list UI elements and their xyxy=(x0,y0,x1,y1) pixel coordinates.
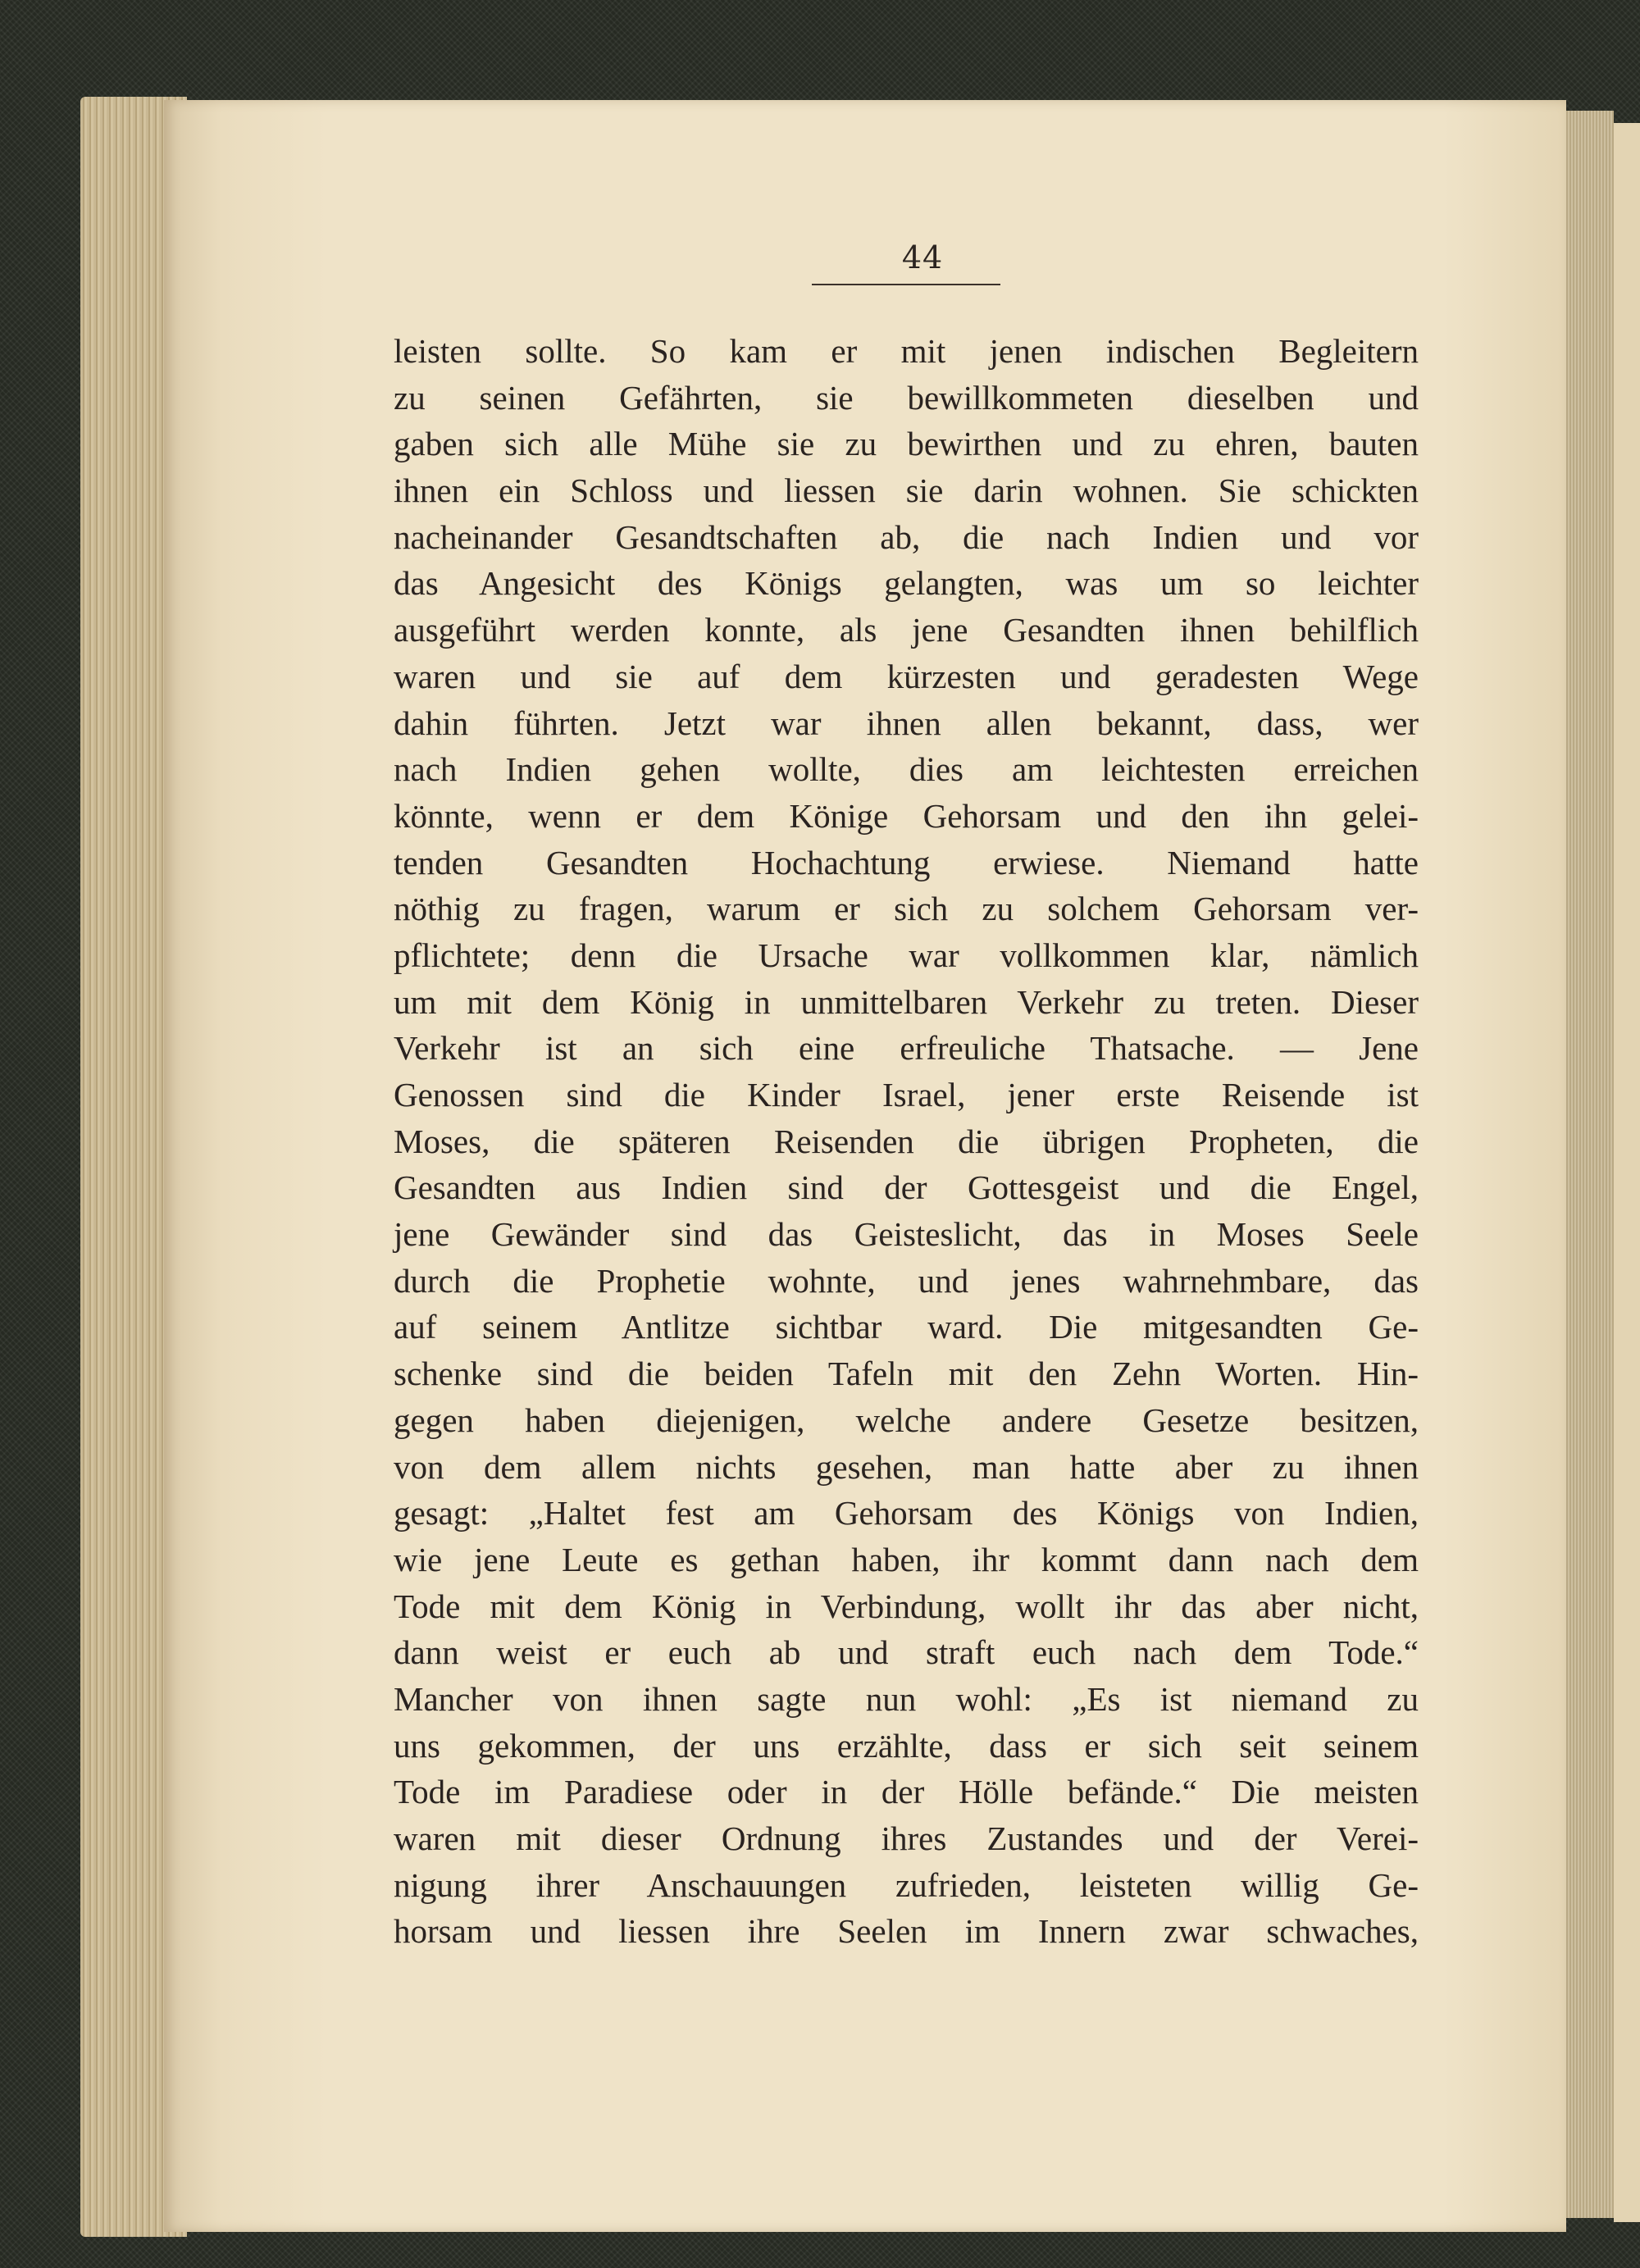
text-line: Moses, die späteren Reisenden die übrigen Propheten, die xyxy=(394,1122,1419,1160)
text-line: pflichtete; denn die Ursache war vollkommen klar, nämlich xyxy=(394,936,1419,974)
text-line: von dem allem nichts gesehen, man hatte aber zu ihnen xyxy=(394,1447,1419,1486)
text-line: dann weist er euch ab und straft euch nach dem Tode.“ xyxy=(394,1633,1419,1672)
text-line: gaben sich alle Mühe sie zu bewirthen und zu ehren, bauten xyxy=(394,425,1419,463)
text-line: leisten sollte. So kam er mit jenen indischen Begleitern xyxy=(394,332,1419,370)
body-text xyxy=(394,328,1419,1955)
text-line: nigung ihrer Anschauungen zufrieden, leisteten willig Ge- xyxy=(394,1865,1419,1904)
text-line: uns gekommen, der uns erzählte, dass er sich seit seinem xyxy=(394,1726,1419,1765)
text-line: um mit dem König in unmittelbaren Verkehr zu treten. Dieser xyxy=(394,982,1419,1021)
text-line: ausgeführt werden konnte, als jene Gesandten ihnen behilflich xyxy=(394,611,1419,649)
text-line: gegen haben diejenigen, welche andere Gesetze besitzen, xyxy=(394,1400,1419,1439)
text-line: auf seinem Antlitze sichtbar ward. Die mitgesandten Ge- xyxy=(394,1308,1419,1346)
text-line: durch die Prophetie wohnte, und jenes wahrnehmbare, das xyxy=(394,1261,1419,1300)
text-line: wie jene Leute es gethan haben, ihr kommt dann nach dem xyxy=(394,1540,1419,1578)
text-line: schenke sind die beiden Tafeln mit den Zehn Worten. Hin- xyxy=(394,1355,1419,1393)
text-line: Mancher von ihnen sagte nun wohl: „Es ist niemand zu xyxy=(394,1679,1419,1718)
text-line: Gesandten aus Indien sind der Gottesgeist und die Engel, xyxy=(394,1168,1419,1207)
text-line: nöthig zu fragen, warum er sich zu solchem Gehorsam ver- xyxy=(394,890,1419,928)
text-line: zu seinen Gefährten, sie bewillkommeten dieselben und xyxy=(394,378,1419,417)
text-line: ihnen ein Schloss und liessen sie darin wohnen. Sie schickten xyxy=(394,471,1419,510)
text-line: das Angesicht des Königs gelangten, was um so leichter xyxy=(394,564,1419,603)
text-line: jene Gewänder sind das Geisteslicht, das in Moses Seele xyxy=(394,1215,1419,1254)
text-line: nach Indien gehen wollte, dies am leichtesten erreichen xyxy=(394,750,1419,789)
text-line: nacheinander Gesandtschaften ab, die nach Indien und vor xyxy=(394,517,1419,556)
page-number: 44 xyxy=(901,239,944,276)
text-line: Verkehr ist an sich eine erfreuliche Thatsache. — Jene xyxy=(394,1029,1419,1068)
text-line: waren und sie auf dem kürzesten und geradesten Wege xyxy=(394,657,1419,695)
text-line: waren mit dieser Ordnung ihres Zustandes und der Verei- xyxy=(394,1819,1419,1857)
page-stack-right xyxy=(1565,111,1614,2218)
text-line: Genossen sind die Kinder Israel, jener erste Reisende ist xyxy=(394,1076,1419,1114)
text-line: horsam und liessen ihre Seelen im Innern zwar schwaches, xyxy=(394,1912,1419,1951)
facing-page-edge xyxy=(1614,123,1640,2222)
text-line: gesagt: „Haltet fest am Gehorsam des Königs von Indien, xyxy=(394,1494,1419,1532)
text-line: tenden Gesandten Hochachtung erwiese. Niemand hatte xyxy=(394,843,1419,881)
header-rule xyxy=(812,284,1000,285)
text-line: Tode im Paradiese oder in der Hölle befände.“ Die meisten xyxy=(394,1773,1419,1811)
text-line: Tode mit dem König in Verbindung, wollt ihr das aber nicht, xyxy=(394,1587,1419,1625)
text-line: dahin führten. Jetzt war ihnen allen bekannt, dass, wer xyxy=(394,704,1419,742)
text-line: könnte, wenn er dem Könige Gehorsam und den ihn gelei- xyxy=(394,796,1419,835)
